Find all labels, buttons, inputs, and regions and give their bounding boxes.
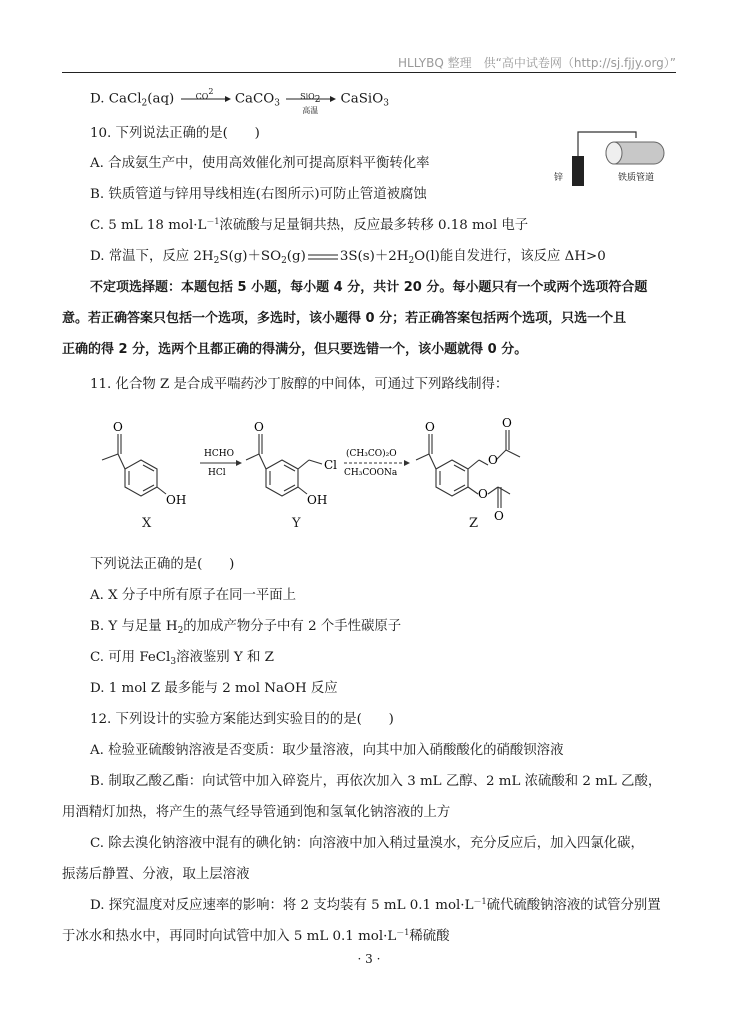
q12-option-b-line2: 用酒精灯加热，将产生的蒸气经导管通到饱和氢氧化钠溶液的上方 bbox=[62, 805, 451, 820]
q11-option-c: C. 可用 FeCl$_3$溶液鉴别 Y 和 Z bbox=[90, 650, 274, 667]
q11-option-d: D. 1 mol Z 最多能与 2 mol NaOH 反应 bbox=[90, 681, 338, 696]
y-oh-label: OH bbox=[307, 493, 328, 507]
q11-question: 下列说法正确的是( ) bbox=[90, 557, 235, 572]
q9-option-d: D. CaCl$_2$(aq) $CO^2$ CaCO$_3$ SiO$_2$ 高温 CaSiO$_3$ bbox=[90, 87, 389, 115]
equilibrium-equals-icon bbox=[306, 253, 340, 261]
zinc-pipe-figure bbox=[548, 128, 680, 190]
pipe-label: 铁质管道 bbox=[618, 173, 655, 183]
q12-option-a: A. 检验亚硫酸钠溶液是否变质：取少量溶液，向其中加入硝酸酸化的硝酸钡溶液 bbox=[90, 743, 564, 758]
arrow-icon bbox=[179, 96, 231, 102]
arrow-icon bbox=[404, 460, 410, 466]
label-z: Z bbox=[469, 516, 479, 531]
y-oxygen-label: O bbox=[254, 420, 264, 434]
q11-option-a: A. X 分子中所有原子在同一平面上 bbox=[90, 588, 297, 603]
q10-option-a: A. 合成氨生产中，使用高效催化剂可提高原料平衡转化率 bbox=[90, 156, 430, 171]
reagent-2-bottom: CH₃COONa bbox=[344, 468, 398, 478]
section-instruction-3: 正确的得 2 分，选两个且都正确的得满分，但只要选错一个，该小题就得 0 分。 bbox=[62, 342, 528, 357]
reaction-arrow-sio2: SiO$_2$ 高温 bbox=[284, 90, 336, 108]
reagent-2-top: (CH₃CO)₂O bbox=[346, 449, 397, 459]
q10-option-c: C. 5 mL 18 $mol\cdot L^{-1}$浓硫酸与足量铜共热，反应最多转移 0.18 mol 电子 bbox=[90, 217, 529, 233]
q10-stem: 10. 下列说法正确的是( ) bbox=[90, 126, 260, 141]
q12-stem: 12. 下列设计的实验方案能达到实验目的的是( ) bbox=[90, 712, 394, 727]
section-instruction-1: 不定项选择题：本题包括 5 小题，每小题 4 分，共计 20 分。每小题只有一个或两个选项符合题 bbox=[90, 280, 648, 295]
label-x: X bbox=[142, 516, 152, 531]
x-oxygen-label: O bbox=[113, 420, 123, 434]
q12-option-d-line2: 于冰水和热水中，再同时向试管中加入 5 mL 0.1 $mol\cdot L^{-1}$稀硫酸 bbox=[62, 928, 450, 944]
reaction-arrow-co2: $CO^2$ bbox=[179, 90, 231, 108]
label-y: Y bbox=[292, 516, 301, 531]
q12-option-d-line1: D. 探究温度对反应速率的影响：将 2 支均装有 5 mL 0.1 $mol\cdot L^{-1}$硫代硫酸钠溶液的试管分别置 bbox=[90, 897, 661, 913]
zinc-label: 锌 bbox=[554, 173, 564, 183]
z-carbonyl-oxygen-1-label: O bbox=[502, 416, 512, 430]
molecule-z bbox=[416, 430, 520, 508]
z-ester-oxygen-2-label: O bbox=[478, 487, 488, 501]
z-ester-oxygen-1-label: O bbox=[488, 453, 498, 467]
q10-option-d: D. 常温下，反应 $2H_2S(g)+SO_2(g)$ $3S(s)+2H_2O(l)$能自发进行，该反应 ΔH>0 bbox=[90, 249, 606, 266]
header-source-text: HLLYBQ 整理 供“高中试卷网（http://sj.fjjy.org）” bbox=[398, 56, 676, 70]
page-header bbox=[62, 50, 676, 73]
molecule-x bbox=[102, 434, 166, 496]
reagent-1-top: HCHO bbox=[204, 449, 234, 459]
section-instruction-2: 意。若正确答案只包括一个选项，多选时，该小题得 0 分；若正确答案包括两个选项，只选一个且 bbox=[62, 311, 627, 326]
z-ketone-oxygen-label: O bbox=[425, 420, 435, 434]
reagent-1-bottom: HCl bbox=[208, 468, 226, 478]
q10-option-b: B. 铁质管道与锌用导线相连(右图所示)可防止管道被腐蚀 bbox=[90, 187, 427, 202]
page-number: · 3 · bbox=[357, 952, 381, 966]
q12-option-c-line1: C. 除去溴化钠溶液中混有的碘化钠：向溶液中加入稍过量溴水，充分反应后，加入四氯化碳， bbox=[90, 836, 644, 851]
x-oh-label: OH bbox=[166, 493, 187, 507]
y-cl-label: Cl bbox=[324, 458, 338, 472]
molecule-y bbox=[246, 434, 322, 496]
z-carbonyl-oxygen-2-label: O bbox=[494, 509, 504, 523]
q11-option-b: B. Y 与足量 $H_2$的加成产物分子中有 2 个手性碳原子 bbox=[90, 619, 402, 636]
q11-stem: 11. 化合物 Z 是合成平喘药沙丁胺醇的中间体，可通过下列路线制得： bbox=[90, 377, 509, 392]
synthesis-scheme bbox=[96, 412, 656, 532]
q12-option-b-line1: B. 制取乙酸乙酯：向试管中加入碎瓷片，再依次加入 3 mL 乙醇、2 mL 浓硫酸和 2 mL 乙酸， bbox=[90, 774, 662, 789]
arrow-icon bbox=[236, 460, 242, 466]
q12-option-c-line2: 振荡后静置、分液，取上层溶液 bbox=[62, 867, 250, 882]
